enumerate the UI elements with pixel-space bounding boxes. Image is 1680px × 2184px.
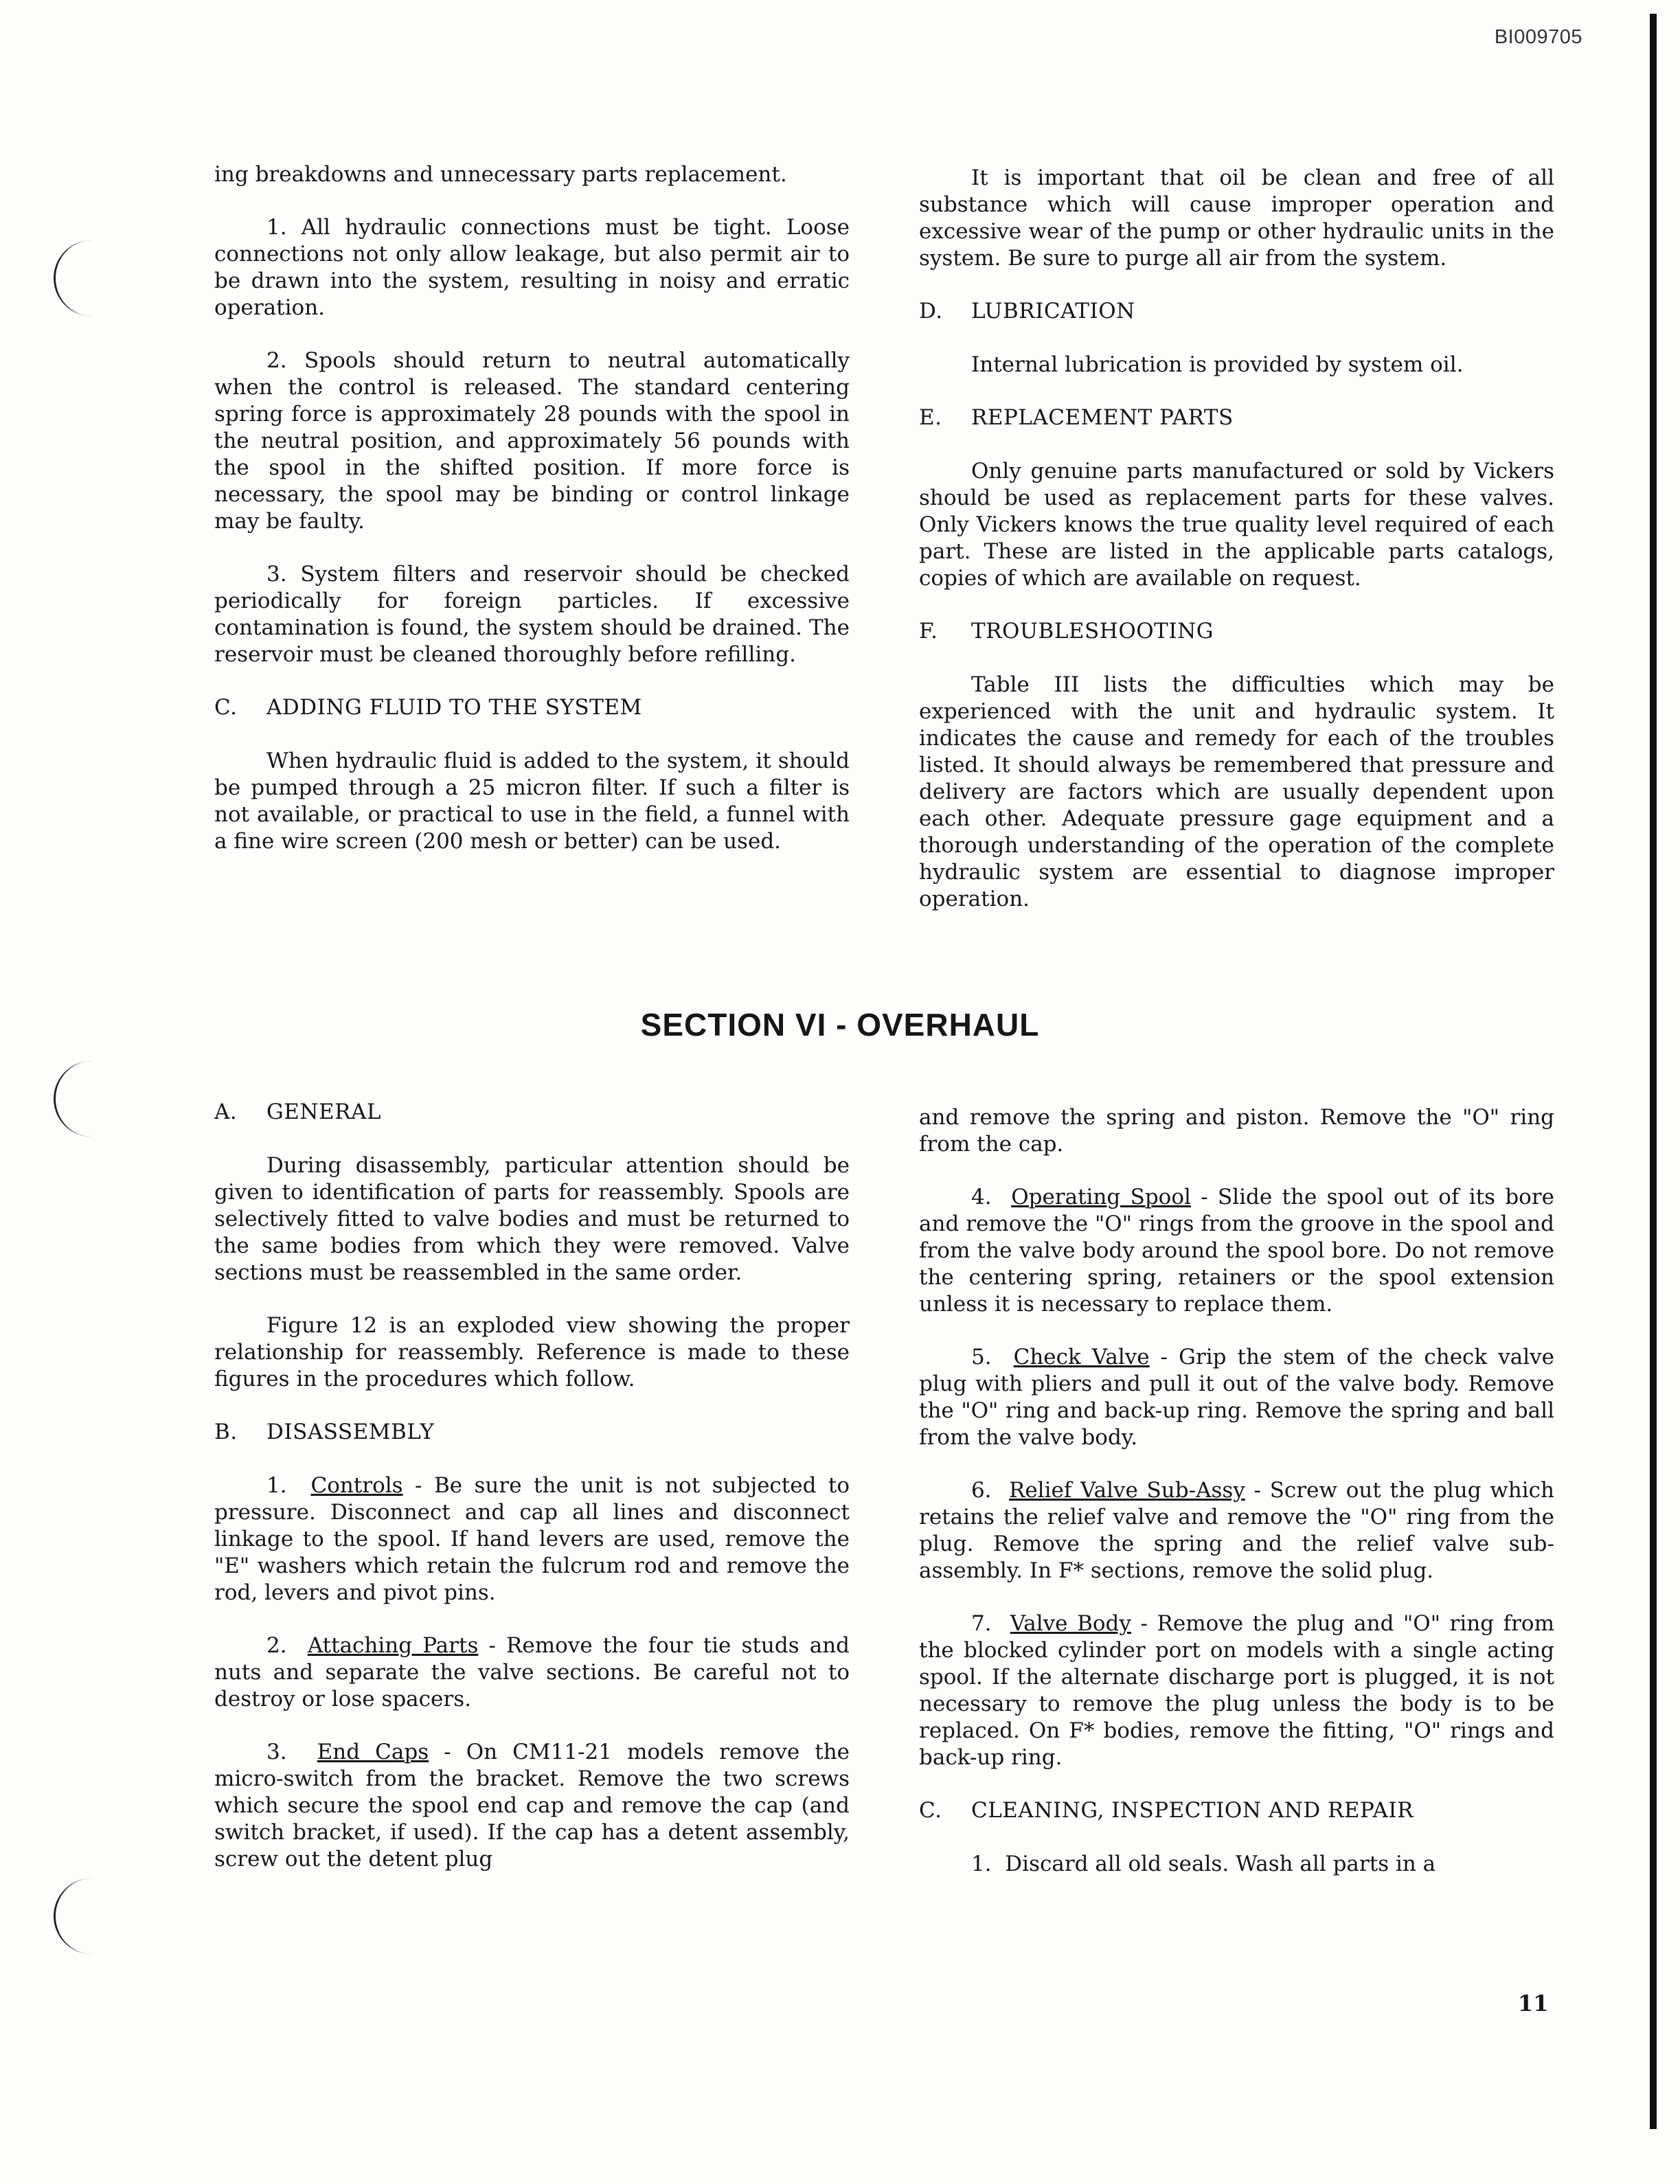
- paragraph: It is important that oil be clean and free of all substance which will cause improper operation and excessive wear of the pump or other hydraulic units in the system. Be sure to purge all air from the system.: [919, 166, 1554, 271]
- heading-replacement-parts: E. REPLACEMENT PARTS: [919, 405, 1234, 430]
- punch-hole-mark: [54, 240, 104, 316]
- paragraph: During disassembly, particular attention should be given to identification of parts for reassembly. Spools are selectively fitted to valve bodies and must be returned to the same bodies from which they were removed. Valve sections must be reassembled in the same order.: [214, 1153, 850, 1285]
- paragraph: 1. Discard all old seals. Wash all parts in a: [971, 1852, 1436, 1876]
- left-column-top: [214, 161, 850, 881]
- disassembly-step: 6. Relief Valve Sub-Assy - Screw out the plug which retains the relief valve and remove the "O" ring from the plug. Remove the spring and the relief valve sub-assembly. In F* sections, remove the solid plug.: [919, 1478, 1554, 1583]
- paragraph: Table III lists the difficulties which may be experienced with the unit and hydraulic system. It indicates the cause and remedy for each of the troubles listed. It should always be remembered that pressure and delivery are factors which are usually dependent upon each other. Adequate pressure gage equipment and a thorough understanding of the operation of the complete hydraulic system are essential to diagnose improper operation.: [919, 672, 1554, 911]
- heading-lubrication: D. LUBRICATION: [919, 299, 1135, 323]
- paragraph: and remove the spring and piston. Remove the "O" ring from the cap.: [919, 1105, 1554, 1157]
- punch-hole-mark: [54, 1061, 104, 1137]
- page-number: 11: [1518, 1990, 1549, 2016]
- left-column-bottom: [214, 1099, 850, 1899]
- paragraph: Only genuine parts manufactured or sold by Vickers should be used as replacement parts for these valves. Only Vickers knows the true quality level required of each part. These are listed in the applicable parts catalogs, copies of which are available on request.: [919, 459, 1554, 591]
- right-column-top: [919, 165, 1554, 939]
- paragraph: 3. System filters and reservoir should be checked periodically for foreign particles. If excessive contamination is found, the system should be drained. The reservoir must be cleaned thoroughly before refilling.: [214, 562, 850, 667]
- disassembly-step: 3. End Caps - On CM11-21 models remove the micro-switch from the bracket. Remove the two screws which secure the spool end cap and remove the cap (and switch bracket, if used). If the cap has a detent assembly, screw out the detent plug: [214, 1740, 850, 1872]
- disassembly-step: 5. Check Valve - Grip the stem of the check valve plug with pliers and pull it out of the valve body. Remove the "O" ring and back-up ring. Remove the spring and ball from the valve body.: [919, 1345, 1554, 1450]
- heading-adding-fluid: C. ADDING FLUID TO THE SYSTEM: [214, 695, 642, 720]
- heading-disassembly: B. DISASSEMBLY: [214, 1420, 435, 1444]
- heading-cleaning-inspection-repair: C. CLEANING, INSPECTION AND REPAIR: [919, 1798, 1414, 1823]
- disassembly-step: 4. Operating Spool - Slide the spool out of its bore and remove the "O" rings from the groove in the spool and from the valve body around the spool bore. Do not remove the centering spring, retainers or the spool extension unless it is necessary to replace them.: [919, 1185, 1554, 1317]
- section-title: SECTION VI - OVERHAUL: [640, 1007, 1040, 1043]
- paragraph: Internal lubrication is provided by system oil.: [971, 352, 1464, 377]
- disassembly-step: 2. Attaching Parts - Remove the four tie studs and nuts and separate the valve sections. Be careful not to destroy or lose spacers.: [214, 1633, 850, 1711]
- document-id: BI009705: [1494, 26, 1582, 48]
- paragraph: Figure 12 is an exploded view showing the proper relationship for reassembly. Reference is made to these figures in the procedures which follow.: [214, 1313, 850, 1391]
- scan-edge-bar: [1650, 14, 1657, 2129]
- paragraph: 2. Spools should return to neutral automatically when the control is released. The standard centering spring force is approximately 28 pounds with the spool in the neutral position, and approximately 56 pounds with the spool in the shifted position. If more force is necessary, the spool may be binding or control linkage may be faulty.: [214, 348, 850, 534]
- heading-troubleshooting: F. TROUBLESHOOTING: [919, 619, 1214, 644]
- disassembly-step: 7. Valve Body - Remove the plug and "O" ring from the blocked cylinder port on models with a single acting spool. If the alternate discharge port is plugged, it is not necessary to remove the plug unless the body is to be replaced. On F* bodies, remove the fitting, "O" rings and back-up ring.: [919, 1611, 1554, 1770]
- paragraph: When hydraulic fluid is added to the system, it should be pumped through a 25 micron filter. If such a filter is not available, or practical to use in the field, a funnel with a fine wire screen (200 mesh or better) can be used.: [214, 749, 850, 854]
- right-column-bottom: [919, 1104, 1554, 1904]
- paragraph: ing breakdowns and unnecessary parts replacement.: [214, 162, 787, 187]
- heading-general: A. GENERAL: [214, 1100, 381, 1124]
- punch-hole-mark: [54, 1878, 104, 1954]
- paragraph: 1. All hydraulic connections must be tight. Loose connections not only allow leakage, but also permit air to be drawn into the system, resulting in noisy and erratic operation.: [214, 215, 850, 320]
- disassembly-step: 1. Controls - Be sure the unit is not subjected to pressure. Disconnect and cap all lines and disconnect linkage to the spool. If hand levers are used, remove the "E" washers which retain the fulcrum rod and remove the rod, levers and pivot pins.: [214, 1473, 850, 1605]
